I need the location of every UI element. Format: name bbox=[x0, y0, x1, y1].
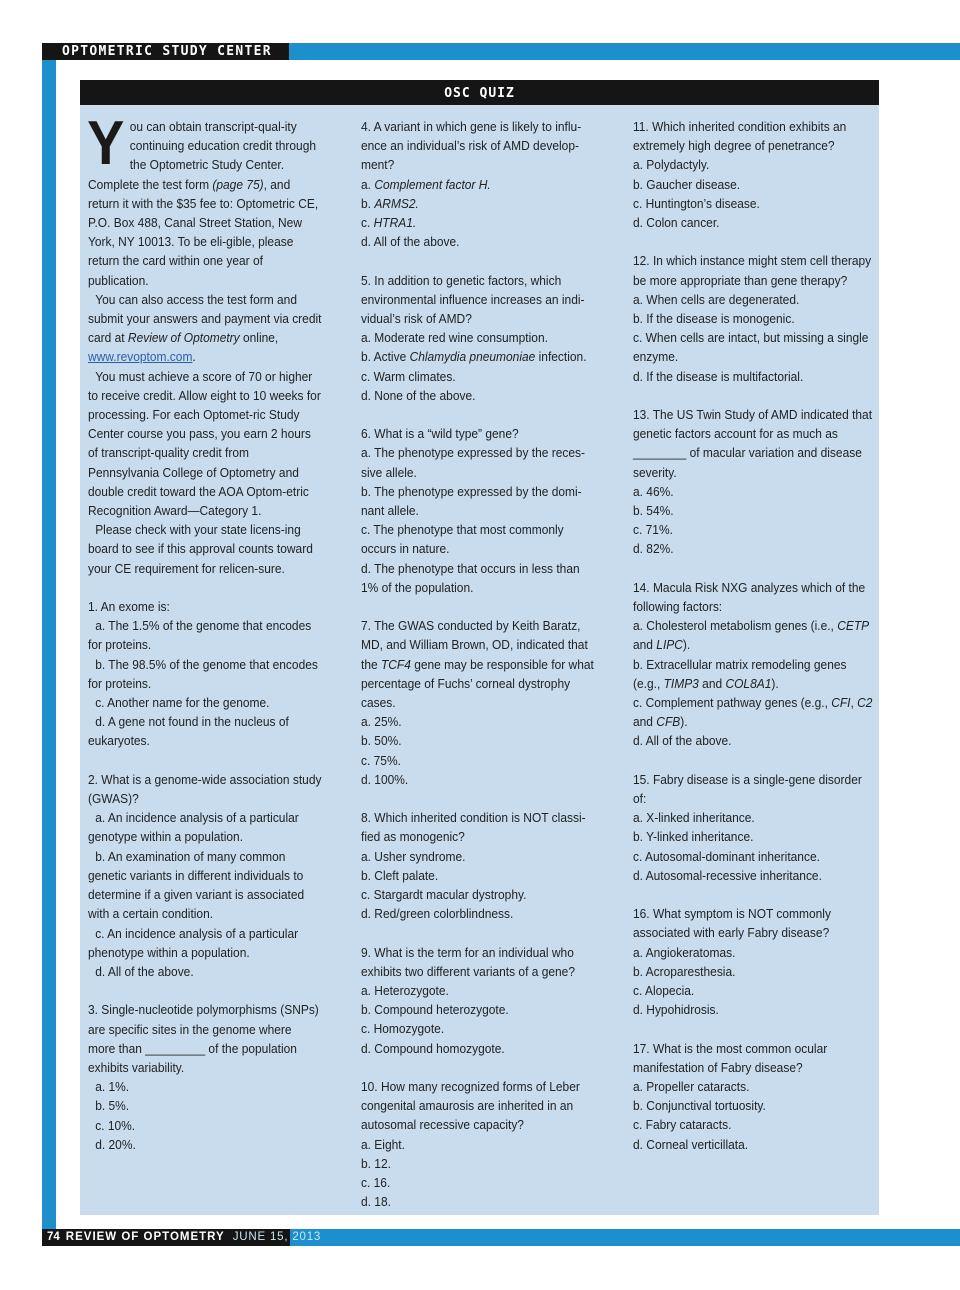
question-text: 11. Which inherited condition exhibits an extremely high degree of penetrance? bbox=[633, 119, 847, 154]
page-reference: (page 75) bbox=[212, 176, 264, 192]
question-7 bbox=[361, 616, 599, 789]
question-text: 2. What is a genome-wide association study (GWAS)? bbox=[88, 771, 322, 807]
intro-paragraph: You must achieve a score of 70 or higher to receive credit. Allow eight to 10 weeks for processing. For each Optomet-ric Study Center course you pass, you earn 2 hours of transcript-quality credit from Pennsylvania College of Optometry and double credit toward the AOA Optom-etric Recognition Award—Category 1. bbox=[88, 368, 321, 519]
answer-option: c. 16. bbox=[361, 1175, 391, 1191]
answer-option bbox=[361, 347, 599, 366]
question-17 bbox=[633, 1039, 876, 1154]
question-5 bbox=[361, 271, 599, 405]
magazine-name: REVIEW OF OPTOMETRY bbox=[65, 1231, 225, 1243]
question-9 bbox=[361, 943, 599, 1058]
column-3 bbox=[633, 117, 876, 1154]
question-text: 16. What symptom is NOT commonly associated with early Fabry disease? bbox=[633, 906, 831, 941]
answer-option: a. When cells are degenerated. bbox=[633, 291, 800, 307]
intro-text: . bbox=[192, 349, 196, 365]
answer-option: d. 82%. bbox=[633, 541, 674, 557]
question-text: 14. Macula Risk NXG analyzes which of the following factors: bbox=[633, 579, 866, 615]
website-link[interactable]: www.revoptom.com bbox=[88, 349, 193, 365]
question-11 bbox=[633, 117, 876, 232]
question-15 bbox=[633, 770, 876, 885]
gene-name: CFI bbox=[831, 695, 851, 711]
gene-name: HTRA1. bbox=[373, 215, 417, 231]
question-text-part: 7. The GWAS conducted by Keith Baratz, MD, and William Brown, OD, indicated that the bbox=[361, 618, 588, 672]
answer-option: c. Fabry cataracts. bbox=[633, 1117, 732, 1133]
answer-option bbox=[633, 693, 876, 731]
option-letter: c. bbox=[361, 215, 374, 231]
question-3 bbox=[88, 1000, 322, 1154]
answer-option bbox=[633, 655, 876, 693]
answer-option: c. 10%. bbox=[95, 1117, 136, 1133]
answer-option: a. The 1.5% of the genome that encodes for proteins. bbox=[88, 618, 312, 653]
answer-option: b. 50%. bbox=[361, 733, 402, 749]
answer-option: d. 20%. bbox=[95, 1136, 136, 1152]
option-text: c. Complement pathway genes (e.g., bbox=[633, 695, 832, 711]
intro-paragraph bbox=[88, 290, 322, 367]
question-text: 6. What is a “wild type” gene? bbox=[361, 426, 519, 442]
answer-option: b. If the disease is monogenic. bbox=[633, 311, 795, 327]
answer-option: a. Moderate red wine consumption. bbox=[361, 330, 548, 346]
intro-paragraph: Please check with your state licens-ing board to see if this approval counts toward your CE requirement for relicen-sure. bbox=[88, 522, 313, 576]
gene-name: C2 bbox=[857, 695, 873, 711]
option-letter: b. bbox=[361, 195, 375, 211]
answer-option: d. All of the above. bbox=[361, 234, 460, 250]
answer-option: d. Autosomal-recessive inheritance. bbox=[633, 867, 822, 883]
drop-cap: Y bbox=[87, 109, 125, 178]
answer-option: d. A gene not found in the nucleus of eukaryotes. bbox=[88, 714, 289, 749]
gene-name: Complement factor H. bbox=[374, 176, 491, 192]
answer-option: b. Conjunctival tortuosity. bbox=[633, 1098, 766, 1114]
gene-name: TIMP3 bbox=[663, 675, 699, 691]
question-text: 8. Which inherited condition is NOT classi-fied as monogenic? bbox=[361, 810, 586, 845]
answer-option: b. Gaucher disease. bbox=[633, 176, 741, 192]
answer-option: d. 18. bbox=[361, 1194, 391, 1210]
question-4 bbox=[361, 117, 599, 251]
option-text: b. Extracellular matrix remodeling genes (e.g., bbox=[633, 656, 847, 691]
answer-option: c. 71%. bbox=[633, 522, 673, 538]
intro-paragraph bbox=[87, 109, 322, 290]
question-text: 5. In addition to genetic factors, which environmental influence increases an indi-vidual’s risk of AMD? bbox=[361, 272, 585, 327]
intro-text: You can also access the test form and submit your answers and payment via credit card at bbox=[88, 291, 322, 346]
question-text: 10. How many recognized forms of Leber congenital amaurosis are inherited in an autosomal recessive capacity? bbox=[361, 1079, 580, 1133]
answer-option: c. Alopecia. bbox=[633, 983, 695, 999]
issue-date: JUNE 15, 2013 bbox=[232, 1231, 322, 1243]
answer-option: c. Homozygote. bbox=[361, 1021, 445, 1037]
answer-option: b. Cleft palate. bbox=[361, 867, 439, 883]
option-text: ). bbox=[682, 637, 691, 653]
question-6 bbox=[361, 424, 599, 597]
option-text: ). bbox=[680, 714, 688, 730]
section-header-bar bbox=[42, 43, 289, 60]
question-text: 4. A variant in which gene is likely to influ-ence an individual’s risk of AMD develop-ment? bbox=[361, 119, 582, 173]
intro-text: ou can obtain transcript-qual-ity continuing education credit through the Optometric Study Center. Complete the test form bbox=[88, 119, 317, 192]
intro-text: , and return it with the $35 fee to: Optometric CE, P.O. Box 488, Canal Street Station, New York, NY 10013. To be eli-gible, please return the card within one year of publication. bbox=[88, 176, 319, 288]
question-16 bbox=[633, 904, 876, 1019]
answer-option: a. 25%. bbox=[361, 714, 402, 730]
answer-option: d. None of the above. bbox=[361, 387, 476, 403]
answer-option: a. Heterozygote. bbox=[361, 983, 449, 999]
option-text: b. Active bbox=[361, 349, 410, 365]
page-number: 74 bbox=[47, 1231, 60, 1243]
left-accent-bar bbox=[42, 60, 56, 1246]
intro-text: online, bbox=[239, 330, 279, 346]
question-text: 17. What is the most common ocular manifestation of Fabry disease? bbox=[633, 1040, 828, 1075]
question-10 bbox=[361, 1077, 599, 1211]
gene-name: CETP bbox=[837, 618, 870, 634]
answer-option: a. Eight. bbox=[361, 1136, 405, 1152]
question-13 bbox=[633, 405, 876, 559]
answer-option: c. 75%. bbox=[361, 752, 401, 768]
page-footer bbox=[47, 1230, 321, 1245]
option-text: infection. bbox=[535, 349, 587, 365]
answer-option: a. Angiokeratomas. bbox=[633, 944, 736, 960]
answer-option: c. An incidence analysis of a particular phenotype within a population. bbox=[88, 925, 299, 960]
option-text: and bbox=[633, 637, 657, 653]
question-text: 9. What is the term for an individual who exhibits two different variants of a gene? bbox=[361, 944, 576, 979]
answer-option bbox=[361, 194, 599, 213]
option-letter: a. bbox=[361, 176, 375, 192]
question-text: 3. Single-nucleotide polymorphisms (SNPs) are specific sites in the genome where more than _________ of the population exhibits variability. bbox=[88, 1002, 319, 1075]
answer-option: a. Propeller cataracts. bbox=[633, 1079, 750, 1095]
answer-option: b. Compound heterozygote. bbox=[361, 1002, 509, 1018]
answer-option bbox=[633, 616, 876, 654]
answer-option: b. Acroparesthesia. bbox=[633, 963, 736, 979]
species-name: Chlamydia pneumoniae bbox=[409, 349, 536, 365]
quiz-title: OSC QUIZ bbox=[444, 86, 515, 101]
answer-option: d. All of the above. bbox=[95, 963, 194, 979]
answer-option: b. 54%. bbox=[633, 503, 674, 519]
question-text: 1. An exome is: bbox=[88, 599, 170, 615]
answer-option: d. All of the above. bbox=[633, 733, 732, 749]
question-text: 12. In which instance might stem cell therapy be more appropriate than gene therapy? bbox=[633, 253, 872, 288]
answer-option: a. X-linked inheritance. bbox=[633, 810, 755, 826]
answer-option: d. If the disease is multifactorial. bbox=[633, 368, 804, 384]
gene-name: LIPC bbox=[656, 637, 683, 653]
option-text: a. Cholesterol metabolism genes (i.e., bbox=[633, 618, 838, 634]
question-text bbox=[361, 616, 599, 712]
answer-option: a. Polydactyly. bbox=[633, 157, 710, 173]
question-1 bbox=[88, 597, 322, 751]
option-text: and bbox=[698, 675, 726, 691]
option-text: , bbox=[850, 695, 858, 711]
answer-option: c. Warm climates. bbox=[361, 368, 456, 384]
gene-name: COL8A1 bbox=[725, 675, 772, 691]
answer-option: c. When cells are intact, but missing a single enzyme. bbox=[633, 330, 869, 365]
answer-option: b. An examination of many common genetic variants in different individuals to determine if a given variant is associated with a certain condition. bbox=[88, 848, 305, 922]
column-1 bbox=[87, 109, 322, 1154]
answer-option: a. Usher syndrome. bbox=[361, 848, 466, 864]
quiz-title-bar bbox=[80, 80, 879, 105]
answer-option bbox=[361, 213, 599, 232]
question-2 bbox=[88, 770, 322, 981]
question-text-part: gene may be responsible for what percentage of Fuchs’ corneal dystrophy cases. bbox=[361, 656, 594, 711]
answer-option: b. 12. bbox=[361, 1155, 391, 1171]
section-title: OPTOMETRIC STUDY CENTER bbox=[62, 44, 272, 59]
answer-option: a. An incidence analysis of a particular genotype within a population. bbox=[88, 810, 299, 845]
answer-option: c. Autosomal-dominant inheritance. bbox=[633, 848, 820, 864]
answer-option: d. Hypohidrosis. bbox=[633, 1002, 719, 1018]
answer-option: c. The phenotype that most commonly occurs in nature. bbox=[361, 522, 564, 557]
answer-option: a. 46%. bbox=[633, 483, 674, 499]
answer-option: c. Stargardt macular dystrophy. bbox=[361, 887, 527, 903]
gene-name: CFB bbox=[656, 714, 681, 730]
answer-option: a. The phenotype expressed by the reces-sive allele. bbox=[361, 445, 585, 480]
question-text: 13. The US Twin Study of AMD indicated that genetic factors account for as much as ________ of macular variation and disease severity. bbox=[633, 407, 873, 480]
question-text: 15. Fabry disease is a single-gene disorder of: bbox=[633, 771, 862, 807]
answer-option: c. Another name for the genome. bbox=[95, 695, 270, 711]
answer-option bbox=[361, 175, 599, 194]
gene-name: TCF4 bbox=[380, 656, 411, 672]
answer-option: c. Huntington’s disease. bbox=[633, 195, 760, 211]
answer-option: d. Compound homozygote. bbox=[361, 1040, 505, 1056]
answer-option: d. The phenotype that occurs in less than 1% of the population. bbox=[361, 560, 580, 595]
question-12 bbox=[633, 251, 876, 385]
answer-option: b. Y-linked inheritance. bbox=[633, 829, 754, 845]
question-8 bbox=[361, 808, 599, 923]
answer-option: b. The 98.5% of the genome that encodes for proteins. bbox=[88, 656, 318, 691]
answer-option: b. The phenotype expressed by the domi-nant allele. bbox=[361, 483, 582, 519]
question-14 bbox=[633, 578, 876, 751]
option-text: ). bbox=[771, 675, 779, 691]
header-accent-bar bbox=[289, 43, 960, 60]
answer-option: d. 100%. bbox=[361, 771, 409, 787]
publication-name: Review of Optometry bbox=[127, 330, 240, 346]
option-text: and bbox=[633, 714, 657, 730]
answer-option: d. Colon cancer. bbox=[633, 215, 720, 231]
answer-option: b. 5%. bbox=[95, 1098, 130, 1114]
answer-option: d. Red/green colorblindness. bbox=[361, 906, 514, 922]
gene-name: ARMS2. bbox=[374, 195, 419, 211]
answer-option: a. 1%. bbox=[95, 1079, 130, 1095]
column-2 bbox=[361, 117, 599, 1211]
answer-option: d. Corneal verticillata. bbox=[633, 1136, 749, 1152]
